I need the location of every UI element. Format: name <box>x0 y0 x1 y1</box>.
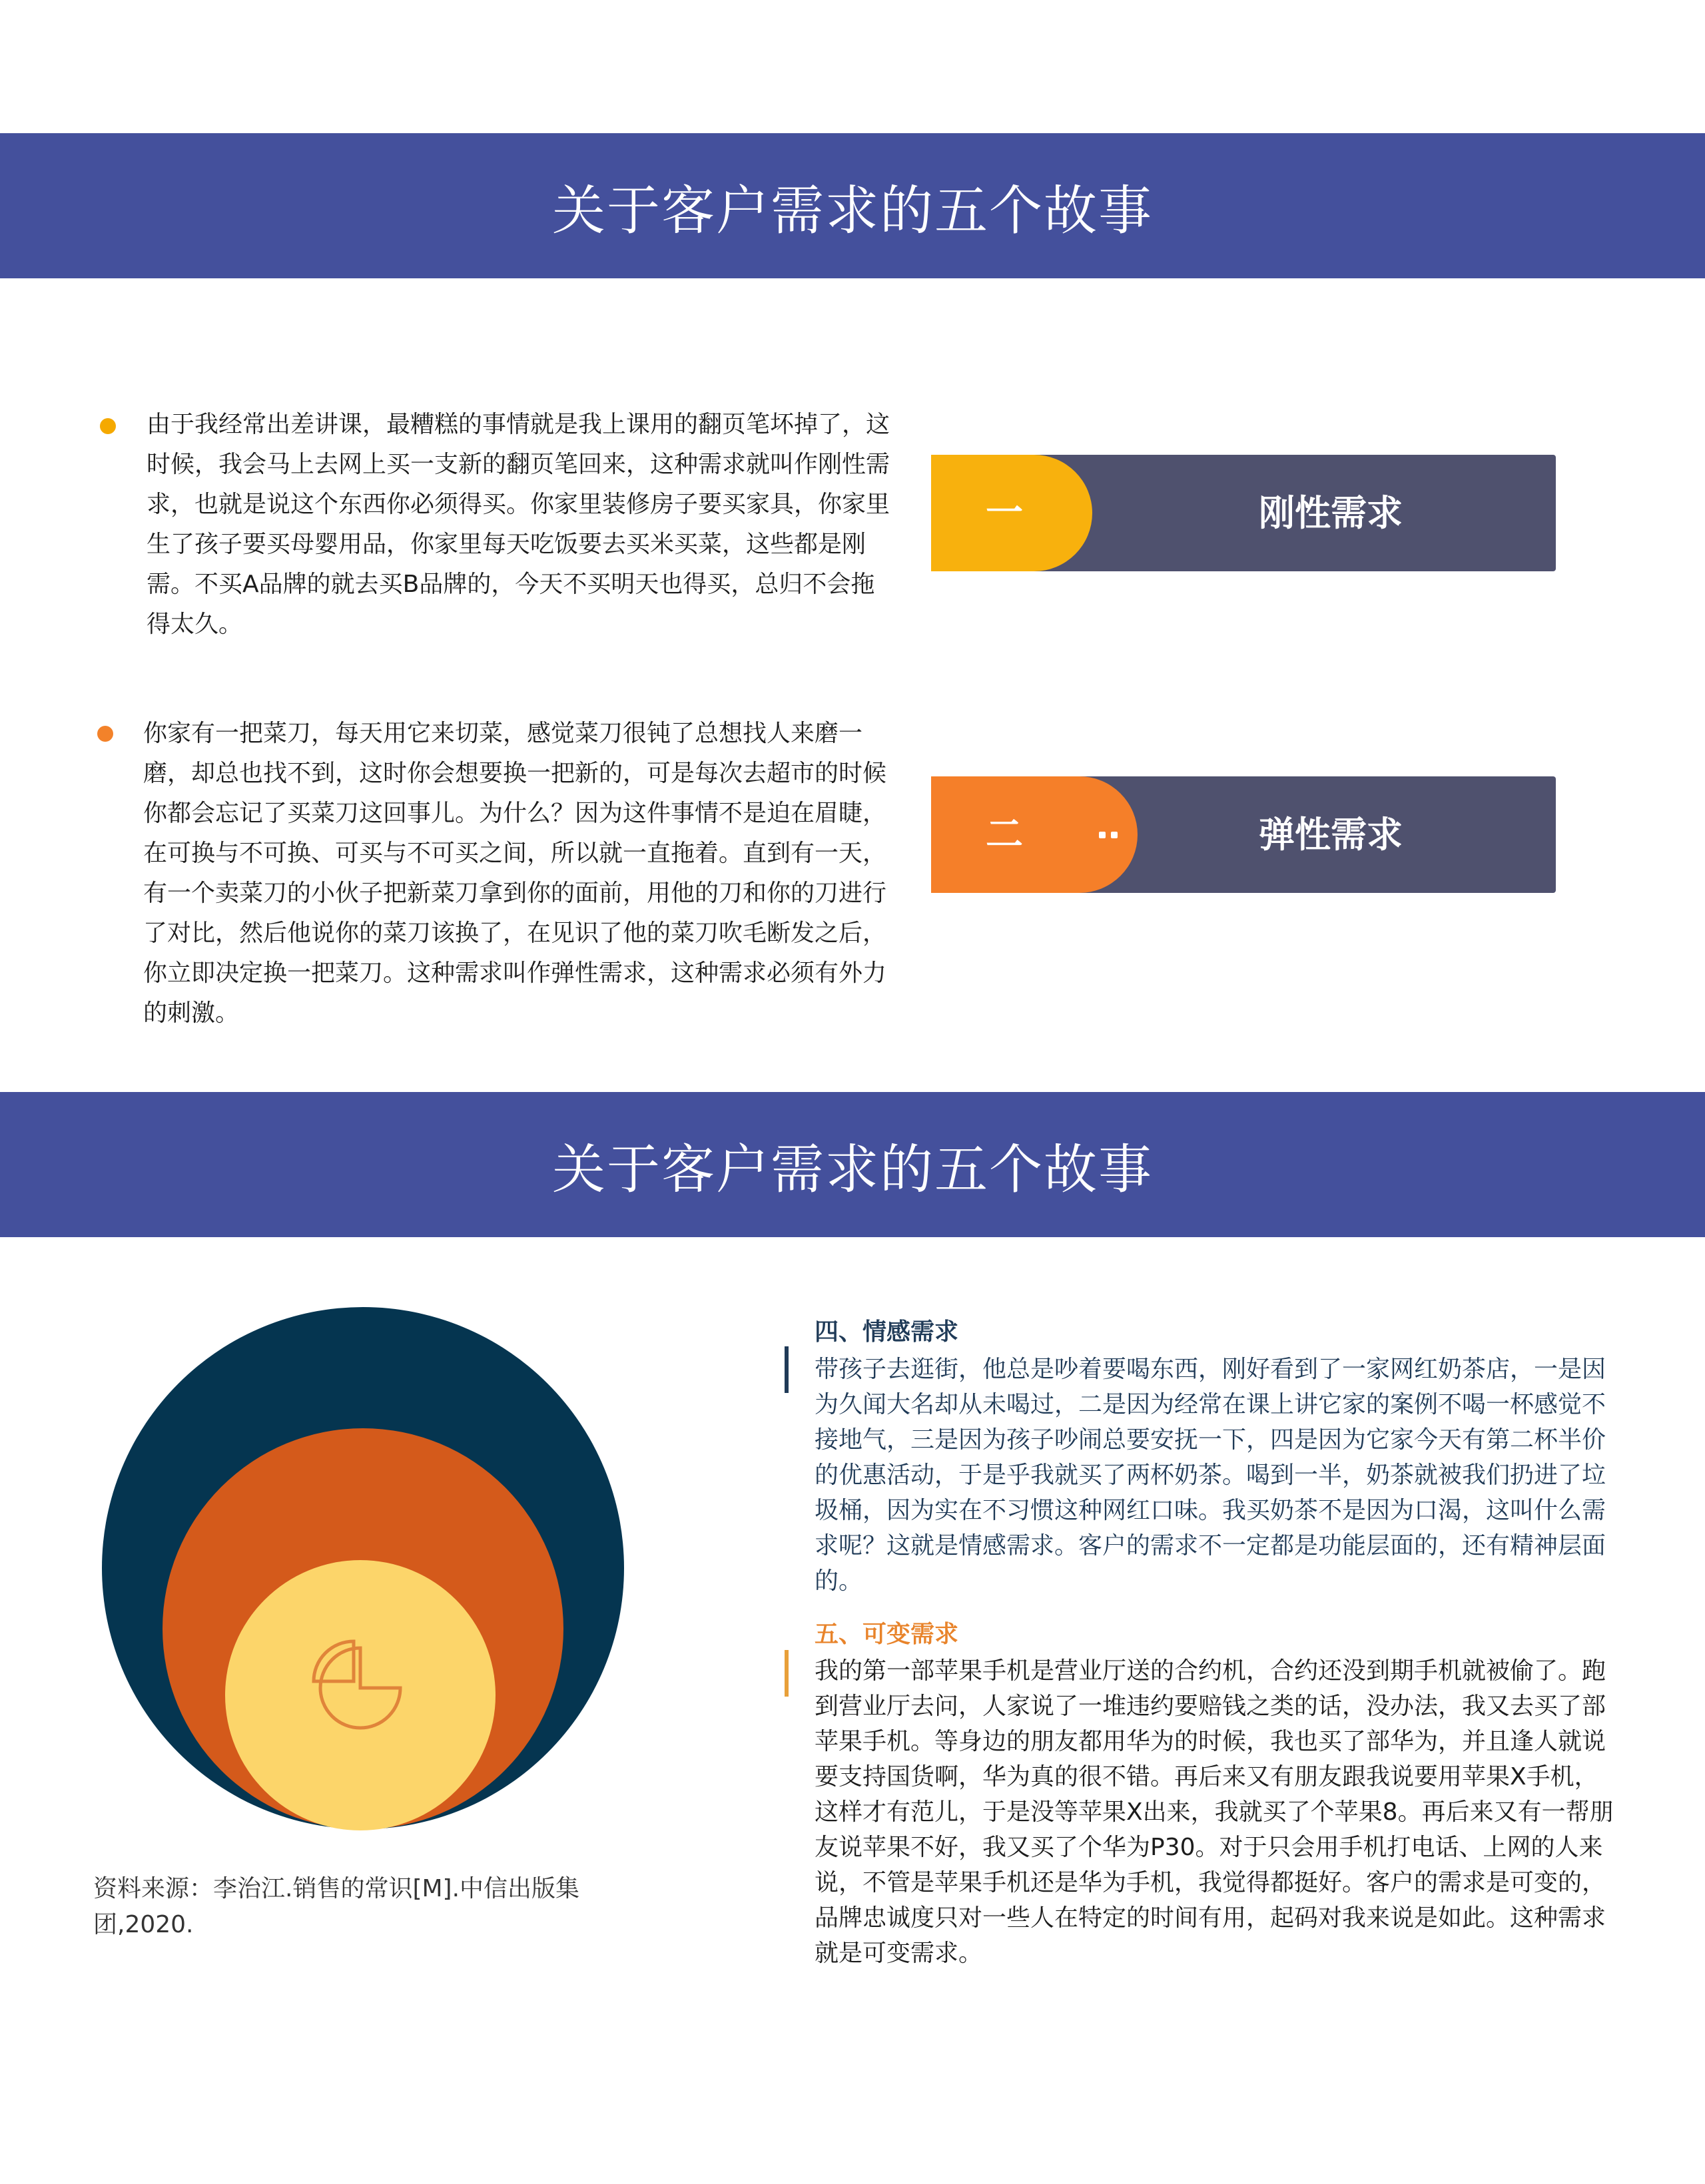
badge-number: 一 <box>986 491 1023 535</box>
badge-number: 二 <box>986 813 1023 856</box>
inner-circle <box>225 1560 496 1830</box>
accent-bar <box>785 1650 789 1697</box>
story4-heading: 四、情感需求 <box>815 1318 959 1346</box>
bullet-dot <box>100 418 116 434</box>
banner-title: 关于客户需求的五个故事 <box>552 179 1153 242</box>
story5-text: 我的第一部苹果手机是营业厅送的合约机，合约还没到期手机就被偷了。跑到营业厅去问，人家说了一堆违约要赔钱之类的话，没办法，我又去买了部苹果手机。等身边的朋友都用华为的时候，我也买了部华为，并且逢人就说要支持国货啊，华为真的很不错。再后来又有朋友跟我说要用苹果X手机，这样才有范儿，于是没等苹果X出来，我就买了个苹果8。再后来又有一帮朋友说苹果不好，我又买了个华为P30。对于只会用手机打电话、上网的人来说，不管是苹果手机还是华为手机，我觉得都挺好。客户的需求是可变的，品牌忠诚度只对一些人在特定的时间有用，起码对我来说是如此。这种需求就是可变需求。 <box>815 1657 1614 1967</box>
story4-text: 带孩子去逛街，他总是吵着要喝东西，刚好看到了一家网红奶茶店，一是因为久闻大名却从未喝过，二是因为经常在课上讲它家的案例不喝一杯感觉不接地气，三是因为孩子吵闹总要安抚一下，四是因为它家今天有第二杯半价的优惠活动，于是乎我就买了两杯奶茶。喝到一半，奶茶就被我们扔进了垃圾桶，因为实在不习惯这种网红口味。我买奶茶不是因为口渴，这叫什么需求呢？这就是情感需求。客户的需求不一定都是功能层面的，还有精神层面的。 <box>815 1356 1606 1595</box>
bullet-dot <box>97 726 113 742</box>
badge-label: 弹性需求 <box>1259 814 1403 856</box>
dots-decoration <box>1099 828 1123 841</box>
concentric-circles <box>100 1305 626 1831</box>
source-citation: 资料来源：李治江.销售的常识[M].中信出版集团,2020. <box>93 1875 580 1938</box>
bottom-banner <box>0 1092 1705 1237</box>
top-banner <box>0 133 1705 278</box>
badge-label: 刚性需求 <box>1259 492 1403 534</box>
story2-text: 你家有一把菜刀，每天用它来切菜，感觉菜刀很钝了总想找人来磨一磨，却总也找不到，这时你会想要换一把新的，可是每次去超市的时候你都会忘记了买菜刀这回事儿。为什么？因为这件事情不是迫在眉睫，在可换与不可换、可买与不可买之间，所以就一直拖着。直到有一天，有一个卖菜刀的小伙子把新菜刀拿到你的面前，用他的刀和你的刀进行了对比，然后他说你的菜刀该换了，在见识了他的菜刀吹毛断发之后，你立即决定换一把菜刀。这种需求叫作弹性需求，这种需求必须有外力的刺激。 <box>143 720 887 1027</box>
label-bar-rigid <box>931 455 1556 571</box>
label-bar-elastic <box>931 776 1556 893</box>
story5-heading: 五、可变需求 <box>815 1621 959 1648</box>
accent-bar <box>785 1346 789 1393</box>
banner-title: 关于客户需求的五个故事 <box>552 1138 1153 1201</box>
story1-text: 由于我经常出差讲课，最糟糕的事情就是我上课用的翻页笔坏掉了，这时候，我会马上去网上买一支新的翻页笔回来，这种需求就叫作刚性需求，也就是说这个东西你必须得买。你家里装修房子要买家具，你家里生了孩子要买母婴用品，你家里每天吃饭要去买米买菜，这些都是刚需。不买A品牌的就去买B品牌的，今天不买明天也得买，总归不会拖得太久。 <box>147 411 890 638</box>
